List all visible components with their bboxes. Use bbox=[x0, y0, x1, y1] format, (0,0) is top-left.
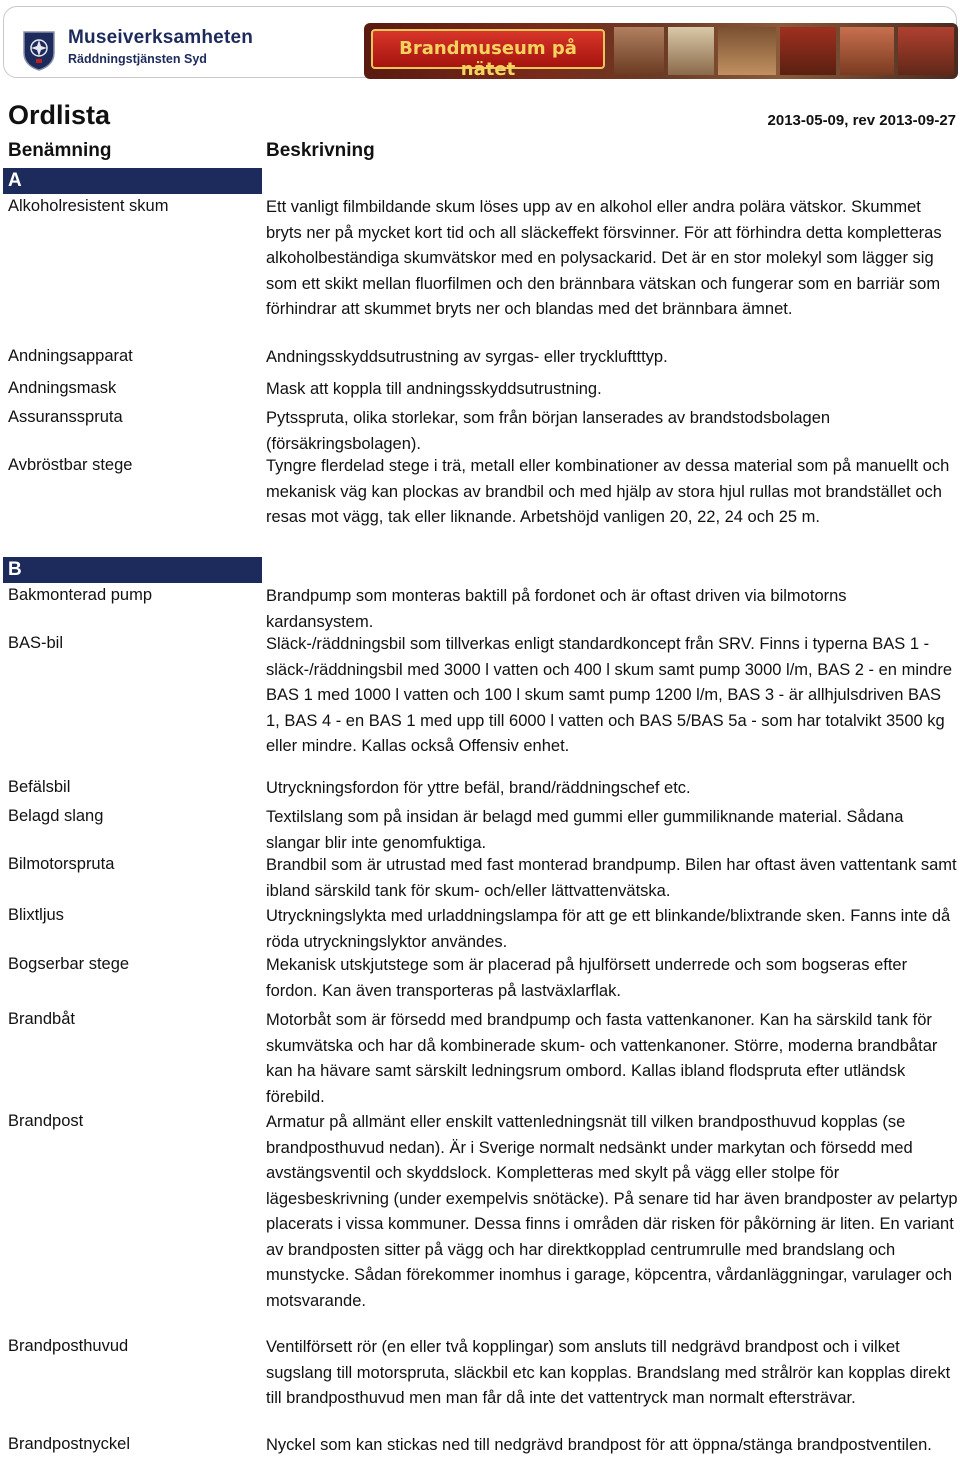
glossary-description: Armatur på allmänt eller enskilt vattenledningsnät till vilken brandposthuvud kopplas (se brandposthuvud nedan). Är i Sverige normalt nedsänkt under markytan och försedd med avstängsventil och skyddslock. Kompletteras med skylt på vägg eller stolpe för lägesbeskrivning (under exempelvis snötäcke). På senare tid har även brandposter av pelartyp placerats i vissa kommuner. Dessa finns i områden där risken för påkörning är liten. En variant av brandposten sitter på vägg och har direktkopplad centrumrulle med brandslang och munstycke. Sådan förekommer inomhus i garage, köpcentra, vårdanläggningar, varulager och motsvarande. bbox=[266, 1113, 958, 1310]
glossary-description: Mask att koppla till andningsskyddsutrustning. bbox=[266, 380, 602, 398]
glossary-term: BAS-bil bbox=[8, 634, 64, 652]
banner-photo-5 bbox=[840, 27, 894, 75]
glossary-description: Tyngre flerdelad stege i trä, metall eller kombinationer av dessa material som på manuellt och mekanisk väg kan plockas av brandbil och med hjälp av stora hjul rullas mot brandstället och resas mot vägg, tak eller liknande. Arbetshöjd vanligen 20, 22, 24 och 25 m. bbox=[266, 457, 950, 526]
section-letter-a: A bbox=[3, 168, 262, 194]
column-header-description: Beskrivning bbox=[266, 140, 375, 161]
glossary-description: Mekanisk utskjutstege som är placerad på hjulförsett underrede och som bogseras efter fordon. Kan även transporteras på lastväxlarflak. bbox=[266, 956, 908, 1000]
glossary-description: Brandpump som monteras baktill på fordonet och är oftast driven via bilmotorns kardansystem. bbox=[266, 587, 847, 631]
glossary-term: Brandpostnyckel bbox=[8, 1435, 130, 1453]
glossary-term: Blixtljus bbox=[8, 906, 64, 924]
page-date: 2013-05-09, rev 2013-09-27 bbox=[767, 112, 956, 129]
glossary-term: Avbröstbar stege bbox=[8, 456, 133, 474]
glossary-description: Ett vanligt filmbildande skum löses upp av en alkohol eller andra polära vätskor. Skummet bryts ner på mycket kort tid och all släckeffekt försvinner. För att förhindra detta kompletteras alkoholbeständiga skumvätskor med en polysackarid. Det är en stor molekyl som lägger sig som ett skikt mellan fluorfilmen och den brännbara vätskan och fungerar som en barriär som förhindrar att skummet bryts ner och blandas med det brännbara ämnet. bbox=[266, 198, 942, 318]
glossary-description: Brandbil som är utrustad med fast monterad brandpump. Bilen har oftast även vattentank samt ibland särskild tank för skum- och/eller lättvattenvätska. bbox=[266, 856, 957, 900]
banner-photo-1 bbox=[614, 27, 664, 75]
fire-service-crest-icon bbox=[22, 29, 56, 71]
glossary-term: Andningsmask bbox=[8, 379, 117, 397]
glossary-term: Bogserbar stege bbox=[8, 955, 130, 973]
glossary-term: Bakmonterad pump bbox=[8, 586, 152, 604]
banner-photo-6 bbox=[898, 27, 954, 75]
site-header bbox=[3, 6, 957, 78]
glossary-term: Brandbåt bbox=[8, 1010, 75, 1028]
glossary-term: Alkoholresistent skum bbox=[8, 197, 169, 215]
column-header-term: Benämning bbox=[8, 140, 112, 161]
glossary-description: Släck-/räddningsbil som tillverkas enligt standardkoncept från SRV. Finns i typerna BAS 1 - släck-/räddningsbil med 3000 l vatten och 400 l skum samt pump 3000 l/m, BAS 2 - en mindre BAS 1 med 1000 l vatten och 100 l skum samt pump 1200 l/m, BAS 3 - är allhjulsdriven BAS 1, BAS 4 - en BAS 1 med upp till 6000 l vatten och BAS 5/BAS 5a - som har totalvikt 3500 kg eller mindre. Kallas också Offensiv enhet. bbox=[266, 635, 953, 755]
glossary-description: Andningsskyddsutrustning av syrgas- eller tryckluftttyp. bbox=[266, 348, 668, 366]
org-subtitle: Räddningstjänsten Syd bbox=[68, 52, 207, 66]
glossary-term: Brandpost bbox=[8, 1112, 84, 1130]
page-title: Ordlista bbox=[8, 100, 111, 130]
museum-banner[interactable] bbox=[364, 23, 958, 79]
glossary-description: Ventilförsett rör (en eller två kopplingar) som ansluts till nedgrävd brandpost och i vilket sugslang till motorspruta, släckbil etc kan kopplas. Brandslang med strålrör kan kopplas direkt till brandposthuvud men man får då inte det vattentryck man normalt eftersträvar. bbox=[266, 1338, 951, 1407]
glossary-term: Brandposthuvud bbox=[8, 1337, 129, 1355]
glossary-term: Bilmotorspruta bbox=[8, 855, 115, 873]
glossary-term: Befälsbil bbox=[8, 778, 71, 796]
section-letter-b: B bbox=[3, 557, 262, 583]
banner-text: Brandmuseum på nätet bbox=[399, 38, 577, 79]
glossary-description: Nyckel som kan stickas ned till nedgrävd brandpost för att öppna/stänga brandpostventilen. bbox=[266, 1436, 932, 1454]
glossary-description: Pytsspruta, olika storlekar, som från början lanserades av brandstodsbolagen (försäkringsbolagen). bbox=[266, 409, 831, 453]
banner-photo-4 bbox=[780, 27, 836, 75]
glossary-term: Belagd slang bbox=[8, 807, 104, 825]
glossary-description: Utryckningsfordon för yttre befäl, brand/räddningschef etc. bbox=[266, 779, 691, 797]
banner-photo-3 bbox=[718, 27, 776, 75]
glossary-term: Assuransspruta bbox=[8, 408, 123, 426]
banner-tag bbox=[371, 29, 605, 79]
org-title: Museiverksamheten bbox=[68, 27, 254, 48]
glossary-description: Textilslang som på insidan är belagd med gummi eller gummiliknande material. Sådana slangar blir inte genomfuktiga. bbox=[266, 808, 904, 852]
glossary-description: Motorbåt som är försedd med brandpump och fasta vattenkanoner. Kan ha särskild tank för skumvätska och har då kombinerade skum- och vattenkanoner. Större, moderna brandbåtar kan ha hävare samt särskilt ledningsrum ombord. Kallas ibland flodspruta efter utländsk förebild. bbox=[266, 1011, 938, 1106]
glossary-description: Utryckningslykta med urladdningslampa för att ge ett blinkande/blixtrande sken. Fanns inte då röda utryckningslyktor användes. bbox=[266, 907, 951, 951]
glossary-term: Andningsapparat bbox=[8, 347, 133, 365]
banner-photo-2 bbox=[668, 27, 714, 75]
